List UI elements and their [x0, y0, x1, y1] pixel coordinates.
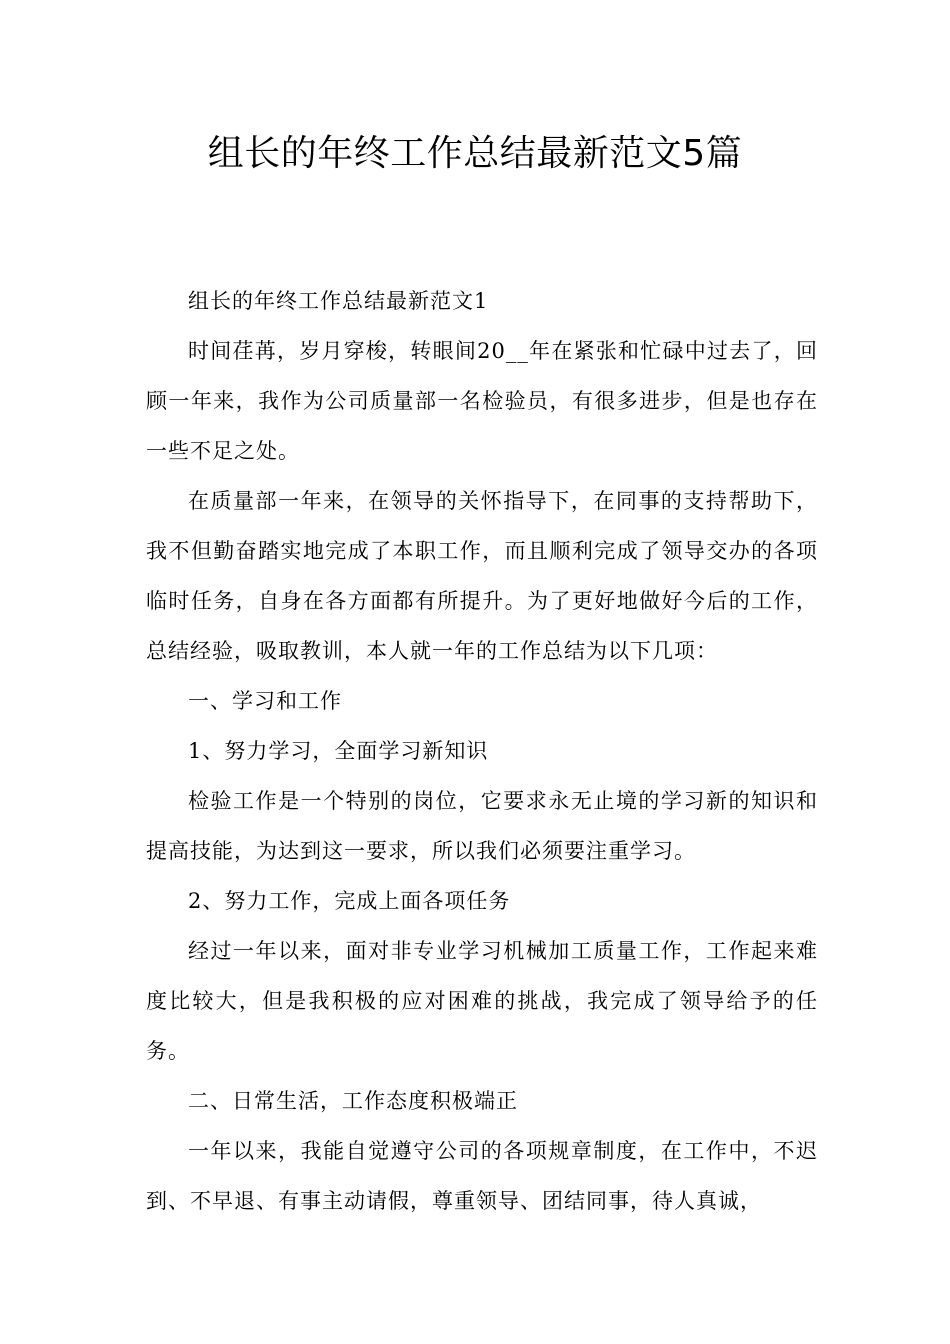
section-heading: 二、日常生活，工作态度积极端正 [188, 1089, 518, 1113]
body-paragraph: 经过一年以来，面对非专业学习机械加工质量工作，工作起来难度比较大，但是我积极的应对困难的挑战，我完成了领导给予的任务。 [146, 939, 818, 1063]
body-paragraph: 时间荏苒，岁月穿梭，转眼间20__年在紧张和忙碌中过去了，回顾一年来，我作为公司质量部一名检验员，有很多进步，但是也存在一些不足之处。 [146, 339, 818, 463]
body-paragraph: 在质量部一年来，在领导的关怀指导下，在同事的支持帮助下，我不但勤奋踏实地完成了本职工作，而且顺利完成了领导交办的各项临时任务，自身在各方面都有所提升。为了更好地做好今后的工作，总结经验，吸取教训，本人就一年的工作总结为以下几项： [146, 489, 818, 663]
document-title: 组长的年终工作总结最新范文5篇 [207, 133, 743, 174]
document-body [146, 276, 818, 1226]
section-heading: 组长的年终工作总结最新范文1 [188, 289, 489, 313]
subsection-heading: 1、努力学习，全面学习新知识 [188, 739, 489, 763]
section-heading: 一、学习和工作 [188, 689, 342, 713]
subsection-heading: 2、努力工作，完成上面各项任务 [188, 889, 511, 913]
body-paragraph: 检验工作是一个特别的岗位，它要求永无止境的学习新的知识和提高技能，为达到这一要求，所以我们必须要注重学习。 [146, 789, 818, 863]
body-paragraph: 一年以来，我能自觉遵守公司的各项规章制度，在工作中，不迟到、不早退、有事主动请假，尊重领导、团结同事，待人真诚， [146, 1139, 818, 1213]
